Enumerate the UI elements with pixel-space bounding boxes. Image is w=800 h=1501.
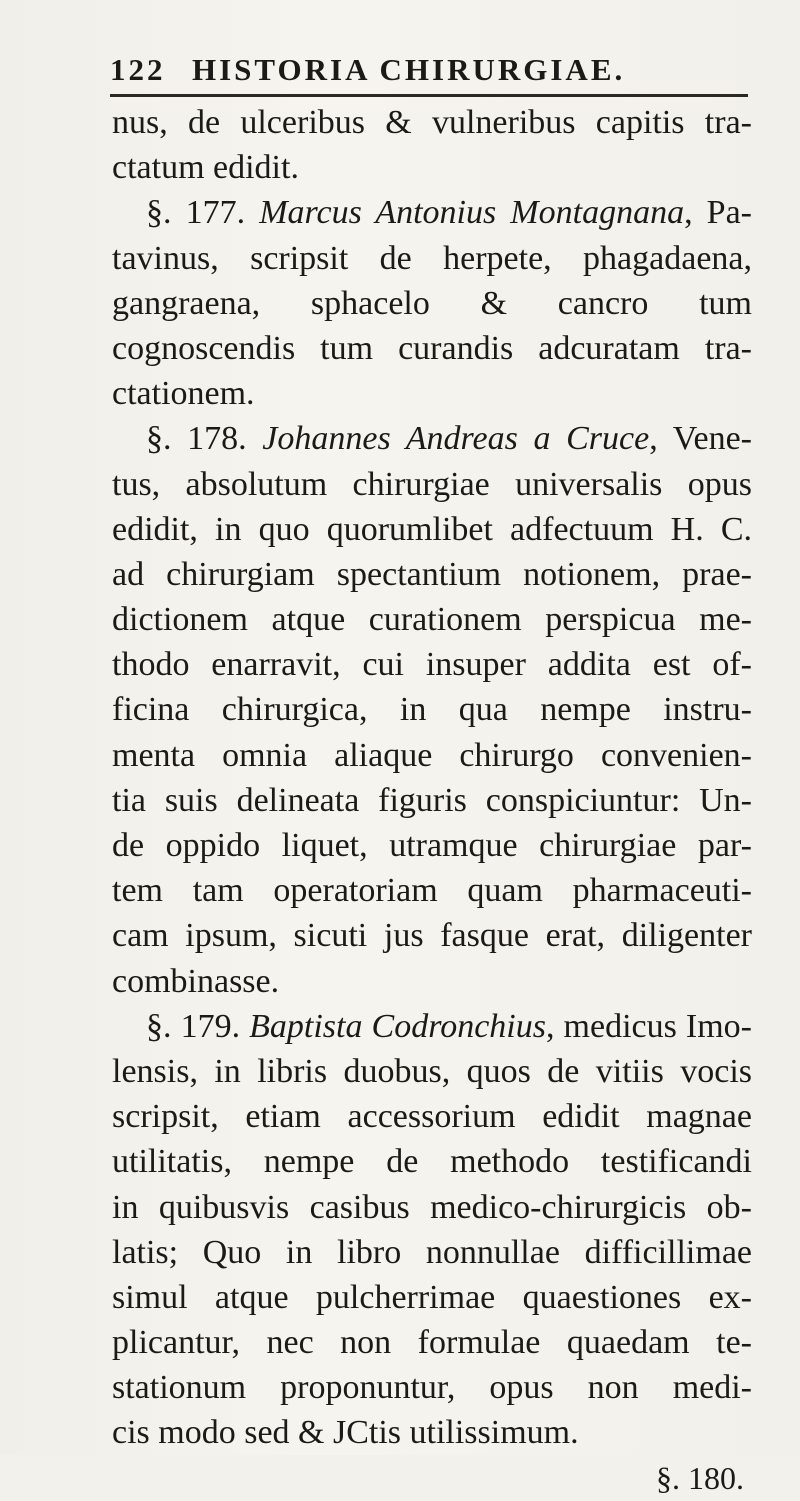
text-line: ctatum edidit. <box>112 149 299 187</box>
text-line: plicantur, nec non formulae quaedam te- <box>112 1324 752 1362</box>
text-line: nus, de ulceribus & vulneribus capitis tra- <box>112 104 752 141</box>
catchword: §. 180. <box>656 1459 744 1496</box>
text-line: tem tam operatoriam quam pharmaceuti- <box>112 872 752 910</box>
running-title: HISTORIA CHIRURGIAE. <box>192 52 626 87</box>
text-line: ad chirurgiam spectantium notionem, prae- <box>112 555 752 593</box>
text-line: cognoscendis tum curandis adcuratam tra- <box>112 329 752 367</box>
text-line: tus, absolutum chirurgiae universalis opus <box>112 465 752 503</box>
text-line: stationum proponuntur, opus non medi- <box>112 1369 752 1407</box>
text-line: edidit, in quo quorumlibet adfectuum H. C. <box>112 510 752 548</box>
text-line: tavinus, scripsit de herpete, phagadaena, <box>112 239 752 277</box>
text-line: menta omnia aliaque chirurgo convenien- <box>112 736 752 774</box>
section-heading-178: §. 178. Johannes Andreas a Cruce, Vene- <box>146 420 753 458</box>
text-line: simul atque pulcherrimae quaestiones ex- <box>112 1278 752 1316</box>
text-line: latis; Quo in libro nonnullae difficillimae <box>112 1233 752 1271</box>
text-line: ficina chirurgica, in qua nempe instru- <box>112 691 752 729</box>
header-rule <box>110 94 748 97</box>
running-head <box>110 52 730 92</box>
text-line: dictionem atque curationem perspicua me- <box>112 601 752 639</box>
section-heading-179: §. 179. Baptista Codronchius, medicus Imo- <box>146 1007 752 1045</box>
page-number: 122 <box>110 52 166 87</box>
text-line: in quibusvis casibus medico-chirurgicis ob- <box>112 1188 752 1226</box>
text-line: combinasse. <box>112 962 280 1000</box>
text-line: lensis, in libris duobus, quos de vitiis vocis <box>112 1052 752 1090</box>
text-line: gangraena, sphacelo & cancro tum <box>112 284 752 322</box>
text-line: ctationem. <box>112 375 255 413</box>
section-heading-177: §. 177. Marcus Antonius Montagnana, Pa- <box>146 194 753 232</box>
text-line: tia suis delineata figuris conspiciuntur: Un- <box>112 781 752 819</box>
body-text <box>112 100 752 1501</box>
text-line: cis modo sed & JCtis utilissimum. <box>112 1414 579 1452</box>
text-line: thodo enarravit, cui insuper addita est of- <box>112 646 752 684</box>
text-line: scripsit, etiam accessorium edidit magnae <box>112 1098 752 1136</box>
text-line: cam ipsum, sicuti jus fasque erat, diligenter <box>112 917 752 955</box>
author-name: Marcus Antonius Montagnana <box>259 194 685 232</box>
text-line: de oppido liquet, utramque chirurgiae par- <box>112 827 752 864</box>
author-name: Baptista Codronchius <box>249 1007 546 1045</box>
text-line: utilitatis, nempe de methodo testificandi <box>112 1143 752 1181</box>
author-name: Johannes Andreas a Cruce <box>262 420 650 458</box>
